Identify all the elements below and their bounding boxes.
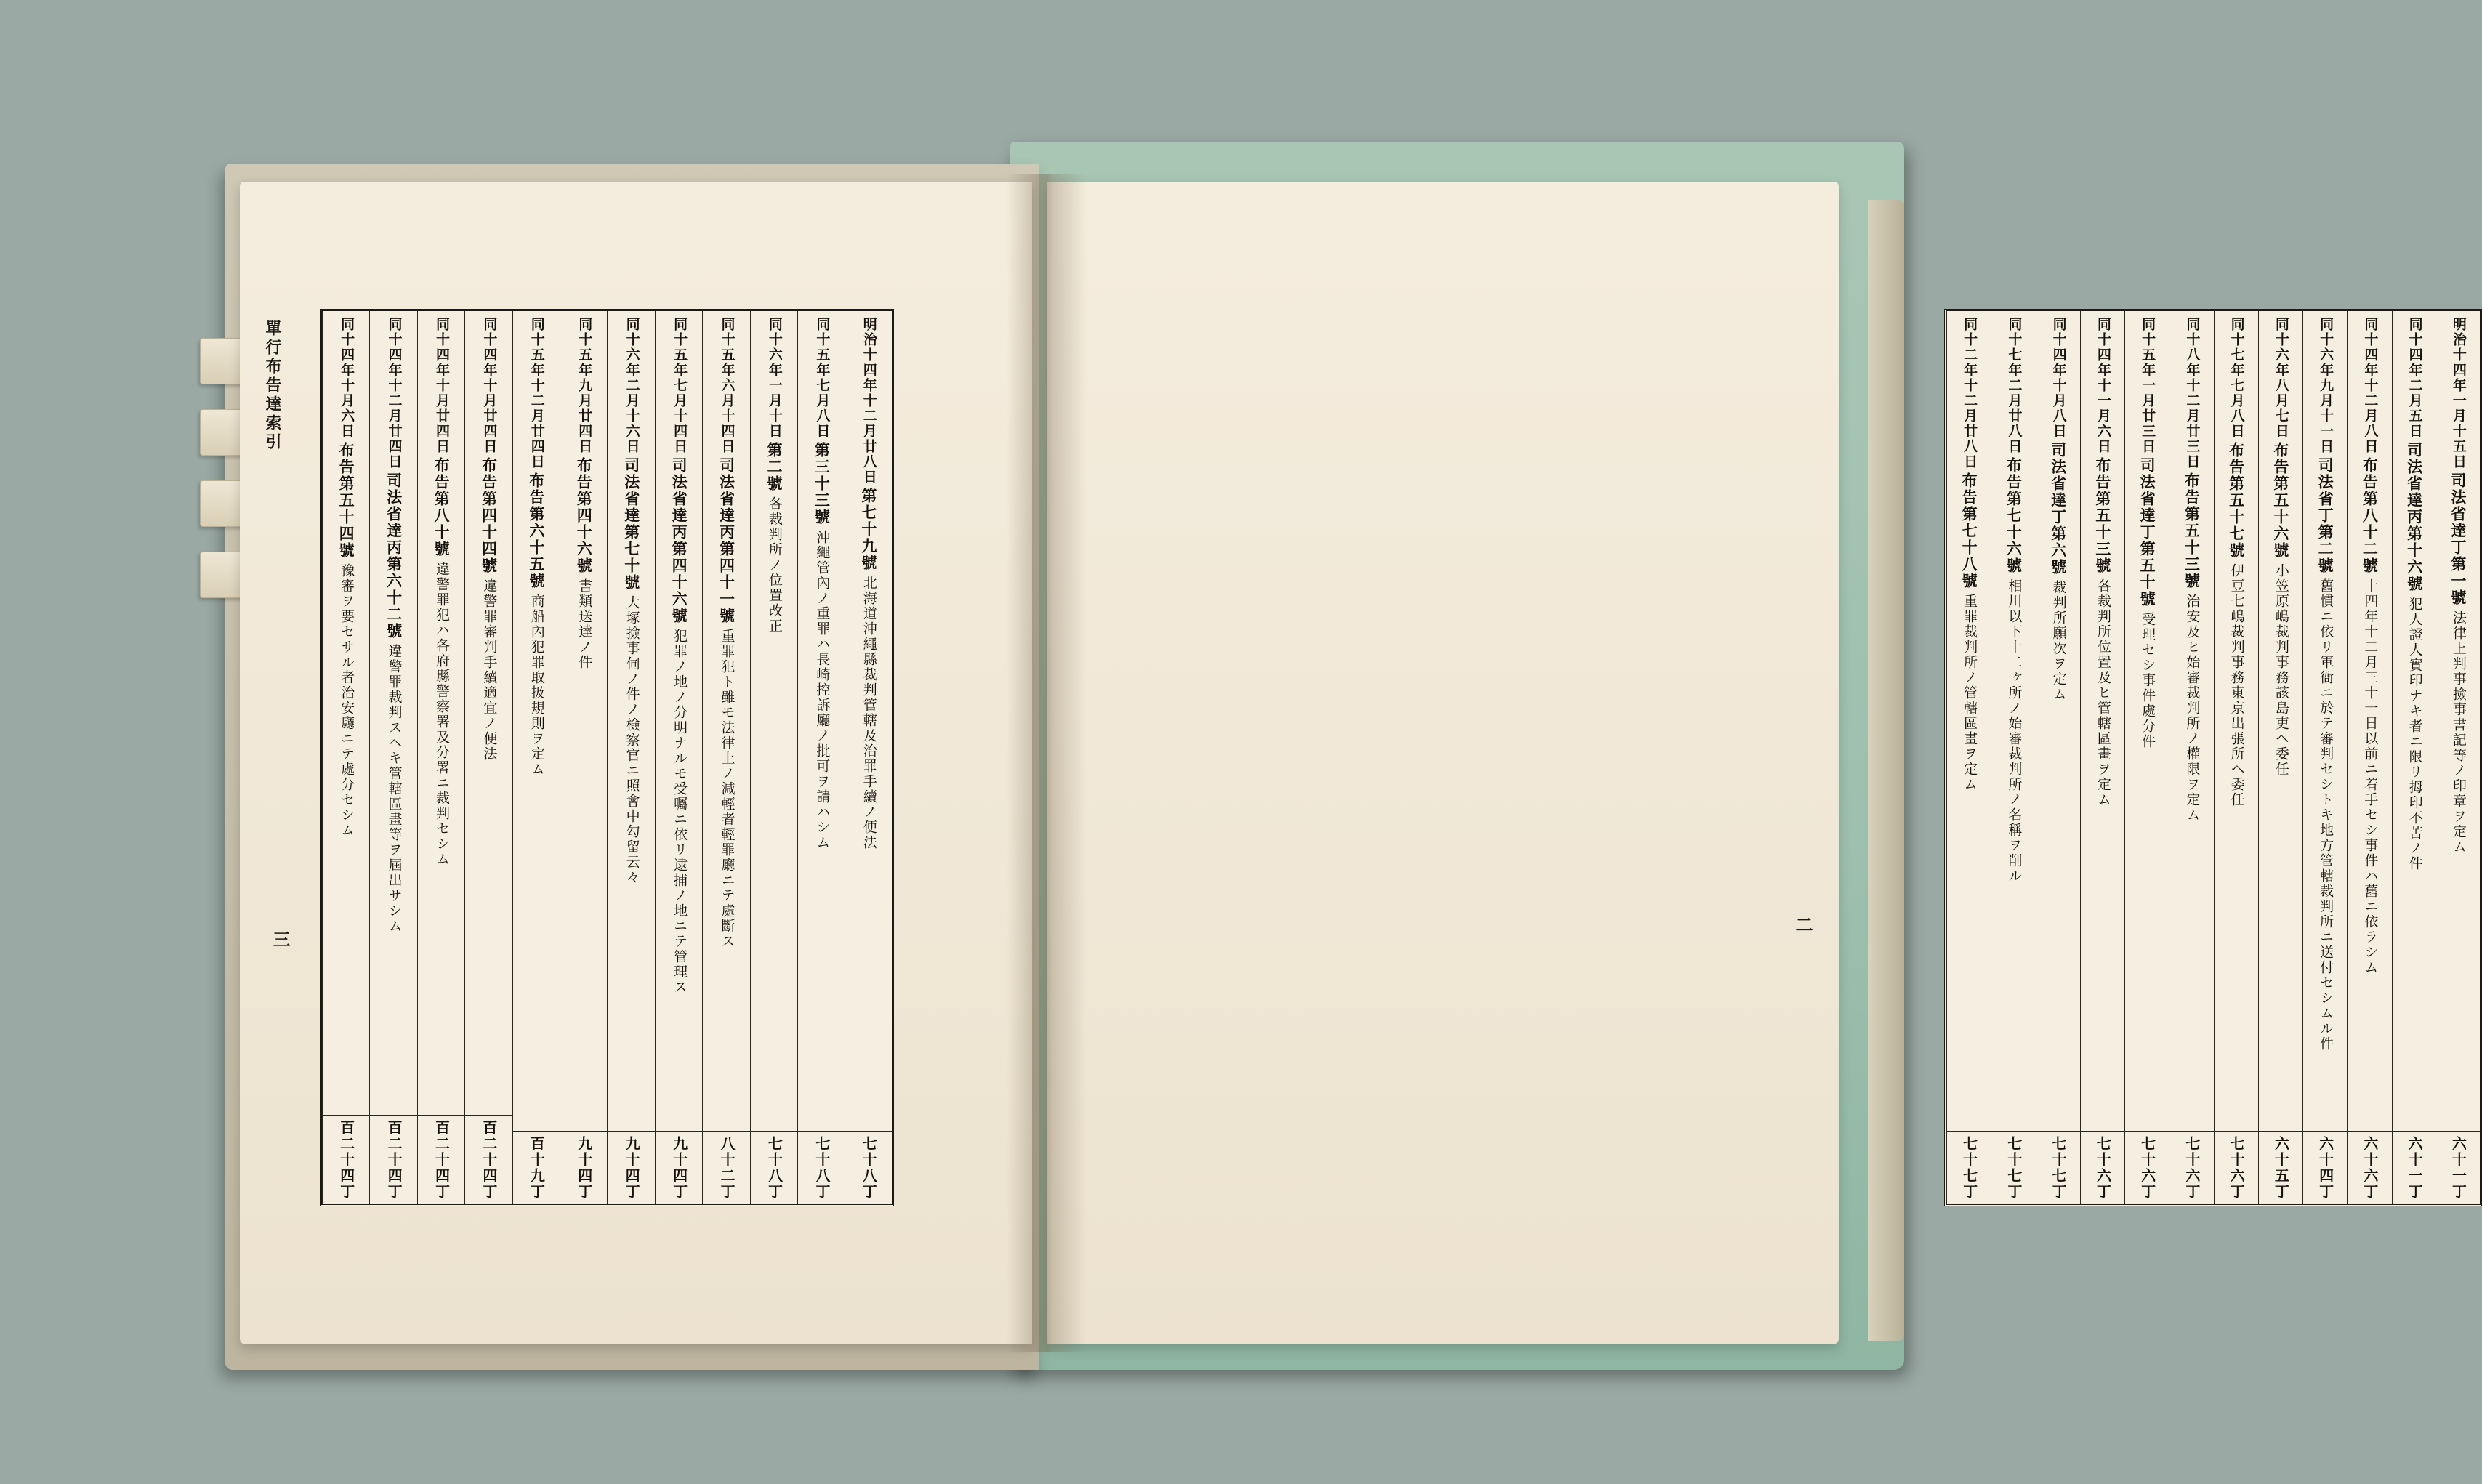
entry-number: 司法省達丙第四十六號 (670, 457, 689, 624)
entry-page-number (2259, 1131, 2302, 1200)
entry-page-value: 六十五丁 (2272, 1136, 2290, 1200)
index-entry-column (2302, 311, 2347, 1204)
entry-page-number (656, 1131, 702, 1200)
entry-page-number (2125, 1131, 2169, 1200)
left-page (240, 182, 1032, 1344)
entry-page-number (1947, 1131, 1991, 1200)
entry-title: 伊豆七嶋裁判事務東京出張所ヘ委任 (2228, 563, 2245, 807)
entry-page-value: 百二十四丁 (337, 1120, 355, 1200)
entry-page-value: 百十九丁 (528, 1136, 546, 1200)
entry-number: 司法省達第七十號 (622, 457, 641, 591)
entry-page-number (845, 1131, 892, 1200)
index-entry-column (655, 311, 702, 1204)
entry-title: 各裁判所ノ位置改正 (766, 496, 783, 634)
index-entry-column (2214, 311, 2258, 1204)
open-book (240, 156, 2467, 1392)
entry-page-number (2393, 1131, 2436, 1200)
entry-page-number (2169, 1131, 2213, 1200)
entry-date: 同十六年八月七日 (2273, 317, 2289, 439)
entry-page-number (323, 1115, 369, 1200)
entry-page-number (513, 1131, 560, 1200)
entry-date: 同十六年九月十一日 (2318, 317, 2334, 454)
book-fore-edge (1868, 200, 1904, 1341)
index-entry-column (2258, 311, 2302, 1204)
index-entry-column (2392, 311, 2436, 1204)
entry-date: 同十四年十二月廿四日 (386, 317, 403, 469)
entry-date: 同十五年六月十四日 (719, 317, 736, 454)
entry-title: 治安及ヒ始審裁判所ノ權限ヲ定ム (2184, 594, 2201, 823)
left-page-folio: 三 (270, 930, 291, 948)
entry-number: 第七十九號 (859, 488, 878, 571)
entry-number: 布告第八十二號 (2361, 457, 2380, 574)
entry-page-value: 六十四丁 (2316, 1136, 2334, 1200)
entry-page-number (2436, 1131, 2480, 1200)
entry-date: 同十四年二月五日 (2406, 317, 2423, 439)
index-entry-column (464, 311, 512, 1204)
entry-number: 第二號 (765, 442, 783, 492)
index-entry-column (2124, 311, 2169, 1204)
entry-page-number (2348, 1131, 2391, 1200)
entry-date: 同十五年七月十四日 (672, 317, 688, 454)
entry-date: 同十四年十月八日 (2050, 317, 2067, 439)
entry-title: 十四年十二月三十一日以前ニ着手セシ事件ハ舊ニ依ラシム (2362, 578, 2379, 975)
index-entry-column (2036, 311, 2080, 1204)
entry-title: 大塚撿事伺ノ件ノ檢察官ニ照會中勾留云々 (624, 595, 640, 885)
entry-page-number (798, 1131, 845, 1200)
entry-number: 司法省達丙第四十一號 (717, 457, 736, 624)
entry-number: 布告第五十七號 (2227, 442, 2246, 559)
entry-page-value: 七十六丁 (2138, 1136, 2156, 1200)
entry-number: 布告第六十五號 (527, 472, 546, 589)
entry-page-number (370, 1115, 416, 1200)
entry-number: 第三十三號 (813, 442, 831, 525)
entry-number: 布告第八十號 (432, 457, 451, 557)
index-entry-column (1946, 311, 1991, 1204)
left-page-side-caption: 單行布告達索引 (263, 320, 282, 452)
entry-page-value: 九十四丁 (623, 1136, 641, 1200)
entry-title: 北海道沖繩縣裁判管轄及治罪手續ノ便法 (861, 576, 877, 850)
entry-title: 犯人證人實印ナキ者ニ限リ拇印不苦ノ件 (2406, 597, 2423, 871)
entry-number: 布告第四十六號 (575, 457, 594, 574)
entry-page-value: 七十八丁 (765, 1136, 783, 1200)
entry-title: 豫審ヲ要セサル者治安廳ニテ處分セシム (339, 563, 355, 838)
entry-title: 重罪裁判所ノ管轄區畫ヲ定ム (1962, 594, 1978, 792)
entry-page-number (465, 1115, 512, 1200)
entry-date: 同十五年一月廿三日 (2140, 317, 2156, 454)
left-index-table (320, 309, 894, 1206)
entry-number: 司法省達丁第一號 (2449, 472, 2467, 606)
entry-page-value: 七十八丁 (860, 1136, 878, 1200)
entry-date: 同十六年二月十六日 (624, 317, 640, 454)
entry-page-number (751, 1131, 797, 1200)
entry-title: 舊慣ニ依リ軍衙ニ於テ審判セシトキ地方管轄裁判所ニ送付セシムル件 (2318, 578, 2334, 1052)
entry-title: 犯罪ノ地ノ分明ナルモ受囑ニ依リ逮捕ノ地ニテ管理ス (672, 629, 688, 995)
entry-title: 沖繩管內ノ重罪ハ長崎控訴廳ノ批可ヲ請ハシム (814, 530, 831, 850)
index-entry-column (702, 311, 749, 1204)
entry-page-number (2081, 1131, 2124, 1200)
entry-page-value: 百二十四丁 (385, 1120, 403, 1200)
entry-number: 司法省達丙第六十二號 (384, 472, 403, 640)
entry-date: 同十七年七月八日 (2228, 317, 2245, 439)
entry-page-value: 七十八丁 (813, 1136, 831, 1200)
index-entry-column (797, 311, 845, 1204)
entry-title: 商船內犯罪取扱規則ヲ定ム (528, 594, 545, 777)
entry-page-value: 百二十四丁 (480, 1120, 498, 1200)
entry-page-number (608, 1131, 654, 1200)
entry-date: 同十二年十二月廿八日 (1962, 317, 1978, 469)
entry-number: 布告第七十八號 (1960, 472, 1979, 589)
entry-number: 布告第五十六號 (2271, 442, 2290, 559)
index-entry-column (417, 311, 464, 1204)
index-entry-column (2436, 311, 2480, 1204)
entry-page-number (703, 1131, 749, 1200)
right-page-folio: 二 (1792, 916, 1813, 933)
entry-page-value: 六十六丁 (2361, 1136, 2379, 1200)
index-entry-column (845, 311, 892, 1204)
right-page (1047, 182, 2467, 1344)
entry-date: 同十四年十月廿四日 (481, 317, 498, 454)
entry-page-value: 七十七丁 (2050, 1136, 2068, 1200)
entry-date: 同十四年十二月八日 (2362, 317, 2379, 454)
entry-title: 各裁判所位置及ヒ管轄區畫ヲ定ム (2095, 578, 2111, 807)
right-index-table (1944, 309, 2482, 1206)
entry-number: 布告第五十三號 (2183, 472, 2201, 589)
entry-page-value: 百二十四丁 (432, 1120, 451, 1200)
entry-page-value: 九十四丁 (575, 1136, 593, 1200)
entry-page-value: 七十七丁 (2004, 1136, 2023, 1200)
entry-page-value: 七十六丁 (2094, 1136, 2112, 1200)
entry-number: 布告第四十四號 (480, 457, 499, 574)
entry-page-number (2303, 1131, 2347, 1200)
entry-number: 布告第五十三號 (2093, 457, 2112, 574)
entry-page-value: 六十一丁 (2449, 1136, 2467, 1200)
entry-page-value: 七十六丁 (2183, 1136, 2201, 1200)
entry-title: 重罪犯ト雖モ法律上ノ減輕者輕罪廳ニテ處斷ス (719, 629, 736, 949)
entry-number: 司法省達丁第六號 (2049, 442, 2068, 576)
index-entry-column (2169, 311, 2213, 1204)
index-entry-column (369, 311, 416, 1204)
entry-title: 違警罪裁判スヘキ管轄區畫等ヲ屆出サシム (386, 644, 403, 934)
entry-date: 同十六年一月十日 (766, 317, 783, 439)
entry-title: 裁判所願次ヲ定ム (2050, 580, 2067, 702)
index-entry-column (750, 311, 797, 1204)
entry-page-value: 七十六丁 (2228, 1136, 2246, 1200)
entry-title: 受理セシ事件處分件 (2140, 612, 2156, 749)
entry-page-number (1991, 1131, 2035, 1200)
entry-page-number (560, 1131, 607, 1200)
entry-date: 同十五年七月八日 (814, 317, 831, 439)
entry-date: 同十四年十月廿四日 (433, 317, 450, 454)
entry-date: 明治十四年一月十五日 (2450, 317, 2467, 469)
entry-page-value: 九十四丁 (670, 1136, 688, 1200)
entry-date: 同十四年十月六日 (339, 317, 355, 439)
entry-page-number (2036, 1131, 2080, 1200)
entry-page-value: 七十七丁 (1960, 1136, 1978, 1200)
index-entry-column (512, 311, 560, 1204)
entry-date: 明治十四年十二月廿八日 (861, 317, 877, 485)
entry-date: 同十五年九月廿四日 (576, 317, 593, 454)
entry-date: 同十五年十二月廿四日 (528, 317, 545, 469)
entry-title: 違警罪犯ハ各府縣警察署及分署ニ裁判セシム (433, 562, 450, 867)
entry-page-number (2215, 1131, 2258, 1200)
index-entry-column (2080, 311, 2124, 1204)
entry-number: 司法省達丙第十六號 (2405, 442, 2424, 592)
entry-number: 司法省丁第二號 (2316, 457, 2335, 574)
index-entry-column (1991, 311, 2035, 1204)
entry-date: 同十七年二月廿八日 (2006, 317, 2023, 454)
index-entry-column (560, 311, 607, 1204)
entry-title: 書類送達ノ件 (576, 578, 593, 670)
index-entry-column (322, 311, 369, 1204)
entry-number: 布告第七十六號 (2004, 457, 2023, 574)
index-entry-column (2347, 311, 2391, 1204)
entry-number: 司法省達丁第五十號 (2138, 457, 2157, 608)
entry-title: 小笠原嶋裁判事務該島吏ヘ委任 (2273, 563, 2289, 777)
index-entry-column (607, 311, 654, 1204)
entry-page-value: 八十二丁 (718, 1136, 736, 1200)
entry-number: 布告第五十四號 (337, 442, 356, 559)
entry-title: 相川以下十二ヶ所ノ始審裁判所ノ名稱ヲ削ル (2006, 578, 2023, 884)
entry-title: 違警罪審判手續適宜ノ便法 (481, 578, 498, 762)
entry-date: 同十八年十二月廿三日 (2184, 317, 2201, 469)
entry-title: 法律上判事撿事書記等ノ印章ヲ定ム (2450, 610, 2467, 855)
entry-page-value: 六十一丁 (2406, 1136, 2424, 1200)
entry-page-number (418, 1115, 464, 1200)
entry-date: 同十四年十一月六日 (2095, 317, 2111, 454)
